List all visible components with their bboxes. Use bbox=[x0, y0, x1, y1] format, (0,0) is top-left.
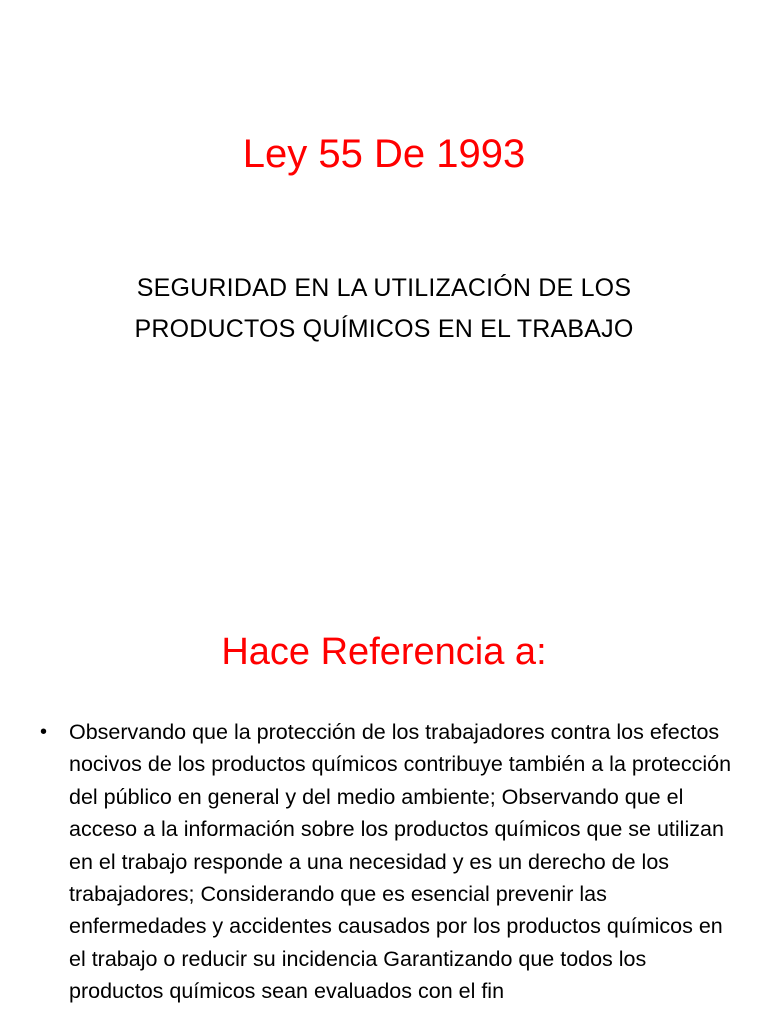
slide-title: Ley 55 De 1993 bbox=[242, 132, 526, 176]
bullet-icon: • bbox=[40, 721, 48, 743]
bullet-text: Observando que la protección de los trabajadores contra los efectos nocivos de los productos químicos contribuye también a la protección del público en general y del medio ambiente; Observando que el acceso a la información sobre los productos químicos que se utilizan en el trabajo responde a una necesidad y es un derecho de los trabajadores; Considerando que es esencial prevenir las enfermedades y accidentes causados por los productos químicos en el trabajo o reducir su incidencia Garantizando que todos los productos químicos sean evaluados con el fin bbox=[69, 720, 732, 1004]
section-heading: Hace Referencia a: bbox=[221, 631, 547, 673]
list-item bbox=[40, 716, 740, 1008]
bullet-list bbox=[40, 716, 740, 1008]
slide-subtitle: SEGURIDAD EN LA UTILIZACIÓN DE LOS PRODUCTOS QUÍMICOS EN EL TRABAJO bbox=[134, 274, 634, 343]
